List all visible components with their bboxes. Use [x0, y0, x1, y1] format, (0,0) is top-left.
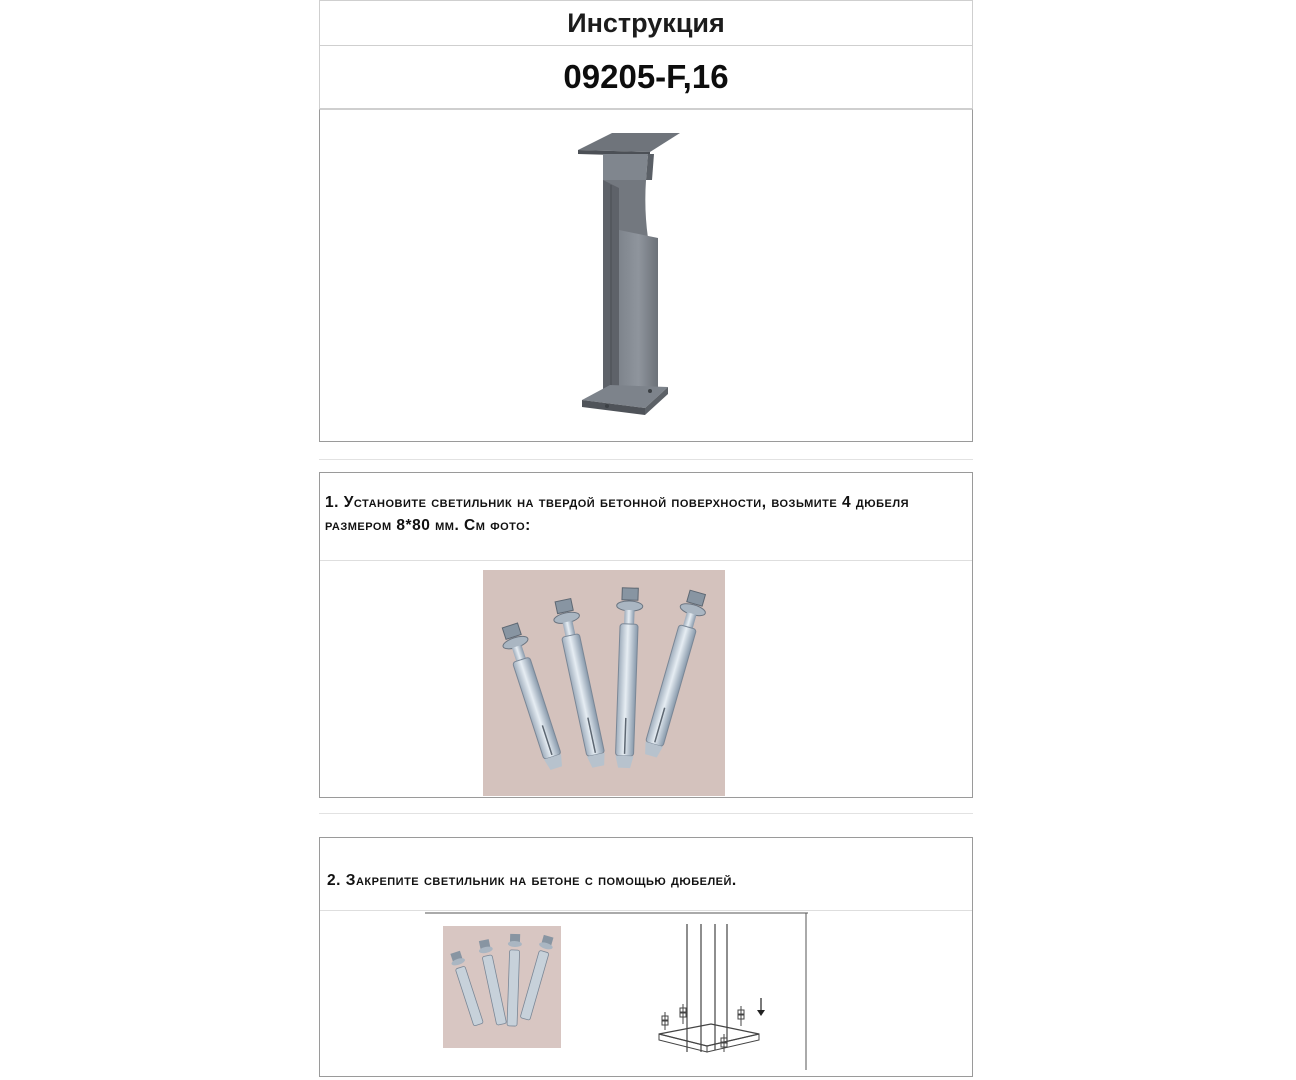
- bollard-lamp-icon: [320, 110, 972, 441]
- step-2-divider: [320, 910, 972, 911]
- step-2-text: 2. Закрепите светильник на бетоне с помощью дюбелей.: [327, 872, 737, 889]
- step-1-divider: [320, 560, 972, 561]
- step-1: [319, 472, 973, 798]
- step-2: [319, 837, 973, 1077]
- instruction-sheet: [319, 0, 975, 1080]
- lamp-cap: [578, 133, 680, 152]
- product-image-frame: [319, 109, 973, 442]
- separator-line: [319, 459, 973, 460]
- anchor-bolts-photo: [483, 570, 725, 796]
- mounting-base-diagram-icon: [425, 912, 809, 1072]
- model-number: 09205-F,16: [319, 45, 973, 109]
- document-title: Инструкция: [319, 0, 973, 46]
- lamp-column: [619, 230, 658, 392]
- separator-line: [319, 813, 973, 814]
- step-1-text: 1. Установите светильник на твердой бетонной поверхности, возьмите 4 дюбеля размером 8*80 мм. См фото:: [325, 494, 909, 534]
